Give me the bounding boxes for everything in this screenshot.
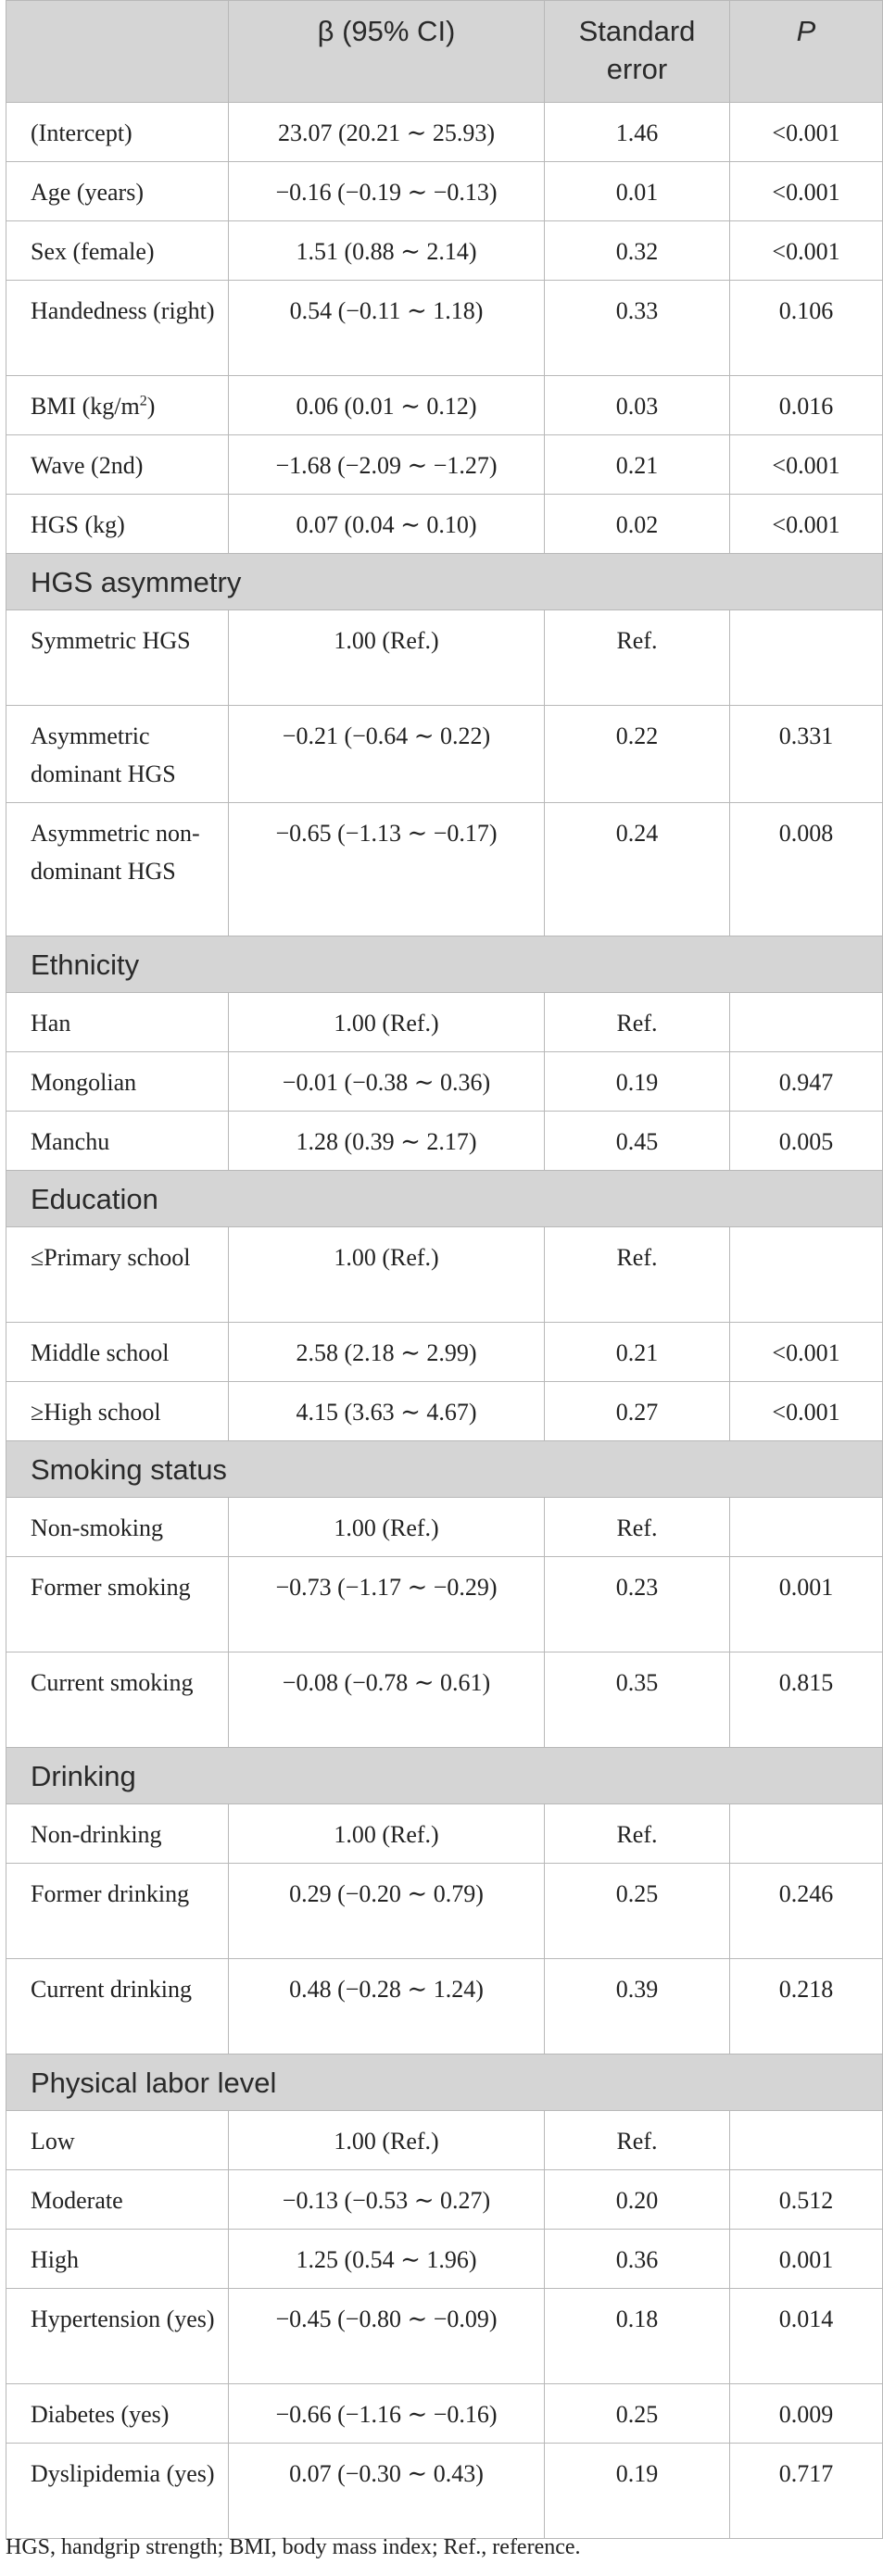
cell-p-value: 0.815: [730, 1652, 883, 1748]
cell-p-value: 0.016: [730, 376, 883, 435]
cell-p-value: 0.331: [730, 706, 883, 803]
variable-text: BMI (kg/m: [31, 393, 140, 420]
table-row: [6, 495, 883, 554]
table-row: [6, 1323, 883, 1382]
cell-standard-error: 0.22: [545, 706, 730, 803]
cell-p-value: <0.001: [730, 495, 883, 554]
cell-p-value: [730, 1498, 883, 1557]
cell-standard-error: 0.19: [545, 2444, 730, 2539]
cell-variable: Former smoking: [6, 1557, 229, 1652]
cell-variable: Wave (2nd): [6, 435, 229, 495]
cell-p-value: 0.008: [730, 803, 883, 936]
cell-variable: Hypertension (yes): [6, 2289, 229, 2384]
cell-standard-error: 0.39: [545, 1959, 730, 2055]
variable-text-tail: ): [146, 393, 156, 420]
cell-beta-ci: 0.54 (−0.11 ∼ 1.18): [229, 281, 545, 376]
cell-p-value: [730, 2111, 883, 2170]
cell-variable: Han: [6, 993, 229, 1052]
cell-standard-error: 0.36: [545, 2230, 730, 2289]
section-row: [6, 1171, 883, 1227]
cell-standard-error: Ref.: [545, 1804, 730, 1864]
section-label: Ethnicity: [6, 936, 883, 993]
cell-variable: Dyslipidemia (yes): [6, 2444, 229, 2539]
cell-standard-error: 0.20: [545, 2170, 730, 2230]
cell-standard-error: Ref.: [545, 610, 730, 706]
table-row: [6, 1498, 883, 1557]
cell-beta-ci: −0.01 (−0.38 ∼ 0.36): [229, 1052, 545, 1112]
cell-variable: Middle school: [6, 1323, 229, 1382]
cell-beta-ci: 1.00 (Ref.): [229, 993, 545, 1052]
cell-variable: Former drinking: [6, 1864, 229, 1959]
table-row: [6, 1804, 883, 1864]
cell-p-value: <0.001: [730, 1323, 883, 1382]
cell-standard-error: Ref.: [545, 993, 730, 1052]
cell-p-value: [730, 1227, 883, 1323]
cell-beta-ci: 1.00 (Ref.): [229, 1804, 545, 1864]
table-row: [6, 1864, 883, 1959]
table-row: [6, 1112, 883, 1171]
cell-beta-ci: 0.48 (−0.28 ∼ 1.24): [229, 1959, 545, 2055]
cell-beta-ci: 2.58 (2.18 ∼ 2.99): [229, 1323, 545, 1382]
section-label: Education: [6, 1171, 883, 1227]
cell-variable: Handedness (right): [6, 281, 229, 376]
cell-beta-ci: 1.51 (0.88 ∼ 2.14): [229, 221, 545, 281]
table-row: [6, 803, 883, 936]
table-row: [6, 376, 883, 435]
table-row: [6, 993, 883, 1052]
cell-variable: [6, 376, 229, 435]
cell-standard-error: 0.03: [545, 376, 730, 435]
cell-standard-error: 0.21: [545, 435, 730, 495]
cell-variable: Asymmetric dominant HGS: [6, 706, 229, 803]
cell-beta-ci: −0.65 (−1.13 ∼ −0.17): [229, 803, 545, 936]
cell-variable: ≤Primary school: [6, 1227, 229, 1323]
header-standard-error: Standard error: [545, 1, 730, 103]
cell-standard-error: 0.45: [545, 1112, 730, 1171]
cell-variable: Current smoking: [6, 1652, 229, 1748]
cell-variable: Asymmetric non-dominant HGS: [6, 803, 229, 936]
cell-p-value: 0.717: [730, 2444, 883, 2539]
section-row: [6, 936, 883, 993]
cell-beta-ci: −0.08 (−0.78 ∼ 0.61): [229, 1652, 545, 1748]
cell-standard-error: 0.18: [545, 2289, 730, 2384]
cell-beta-ci: −0.45 (−0.80 ∼ −0.09): [229, 2289, 545, 2384]
table-row: [6, 610, 883, 706]
cell-standard-error: 0.25: [545, 1864, 730, 1959]
table-row: [6, 2444, 883, 2539]
section-row: [6, 1441, 883, 1498]
table-footnote: HGS, handgrip strength; BMI, body mass index; Ref., reference.: [6, 2535, 581, 2559]
cell-p-value: <0.001: [730, 221, 883, 281]
table-row: [6, 1052, 883, 1112]
table-row: [6, 1227, 883, 1323]
cell-standard-error: 0.27: [545, 1382, 730, 1441]
header-p-value: P: [730, 1, 883, 103]
cell-variable: Mongolian: [6, 1052, 229, 1112]
cell-variable: Non-drinking: [6, 1804, 229, 1864]
cell-variable: Sex (female): [6, 221, 229, 281]
cell-p-value: [730, 1804, 883, 1864]
cell-variable: Manchu: [6, 1112, 229, 1171]
cell-standard-error: Ref.: [545, 1227, 730, 1323]
cell-beta-ci: −1.68 (−2.09 ∼ −1.27): [229, 435, 545, 495]
table-row: [6, 103, 883, 162]
header-beta-ci: β (95% CI): [229, 1, 545, 103]
regression-table: [6, 0, 883, 2539]
table-row: [6, 281, 883, 376]
cell-standard-error: 1.46: [545, 103, 730, 162]
cell-standard-error: 0.35: [545, 1652, 730, 1748]
cell-p-value: 0.246: [730, 1864, 883, 1959]
cell-variable: (Intercept): [6, 103, 229, 162]
cell-beta-ci: 1.00 (Ref.): [229, 610, 545, 706]
cell-beta-ci: −0.73 (−1.17 ∼ −0.29): [229, 1557, 545, 1652]
cell-p-value: 0.947: [730, 1052, 883, 1112]
table-row: [6, 2230, 883, 2289]
cell-beta-ci: 23.07 (20.21 ∼ 25.93): [229, 103, 545, 162]
cell-beta-ci: −0.66 (−1.16 ∼ −0.16): [229, 2384, 545, 2444]
cell-p-value: <0.001: [730, 1382, 883, 1441]
cell-beta-ci: 0.07 (−0.30 ∼ 0.43): [229, 2444, 545, 2539]
cell-standard-error: Ref.: [545, 1498, 730, 1557]
table-row: [6, 221, 883, 281]
cell-variable: Age (years): [6, 162, 229, 221]
cell-p-value: <0.001: [730, 103, 883, 162]
cell-p-value: <0.001: [730, 435, 883, 495]
table-row: [6, 1382, 883, 1441]
section-row: [6, 2055, 883, 2111]
table-body: [6, 103, 883, 2539]
cell-standard-error: 0.19: [545, 1052, 730, 1112]
header-variable: [6, 1, 229, 103]
cell-standard-error: Ref.: [545, 2111, 730, 2170]
cell-p-value: 0.106: [730, 281, 883, 376]
section-label: Drinking: [6, 1748, 883, 1804]
table-row: [6, 2384, 883, 2444]
table-row: [6, 2111, 883, 2170]
cell-variable: High: [6, 2230, 229, 2289]
cell-standard-error: 0.25: [545, 2384, 730, 2444]
section-label: HGS asymmetry: [6, 554, 883, 610]
cell-standard-error: 0.02: [545, 495, 730, 554]
cell-p-value: [730, 993, 883, 1052]
cell-variable: Current drinking: [6, 1959, 229, 2055]
table-row: [6, 706, 883, 803]
cell-standard-error: 0.24: [545, 803, 730, 936]
cell-variable: Non-smoking: [6, 1498, 229, 1557]
cell-p-value: <0.001: [730, 162, 883, 221]
cell-p-value: 0.218: [730, 1959, 883, 2055]
table-row: [6, 1959, 883, 2055]
cell-beta-ci: 4.15 (3.63 ∼ 4.67): [229, 1382, 545, 1441]
cell-variable: HGS (kg): [6, 495, 229, 554]
table-row: [6, 435, 883, 495]
section-row: [6, 1748, 883, 1804]
superscript: 2: [139, 393, 147, 409]
table-header-row: [6, 1, 883, 103]
cell-standard-error: 0.33: [545, 281, 730, 376]
cell-p-value: 0.001: [730, 1557, 883, 1652]
cell-beta-ci: 1.00 (Ref.): [229, 1498, 545, 1557]
cell-standard-error: 0.23: [545, 1557, 730, 1652]
cell-variable: Diabetes (yes): [6, 2384, 229, 2444]
cell-standard-error: 0.21: [545, 1323, 730, 1382]
cell-variable: Symmetric HGS: [6, 610, 229, 706]
cell-p-value: [730, 610, 883, 706]
cell-p-value: 0.014: [730, 2289, 883, 2384]
cell-beta-ci: 1.00 (Ref.): [229, 1227, 545, 1323]
cell-p-value: 0.005: [730, 1112, 883, 1171]
cell-standard-error: 0.32: [545, 221, 730, 281]
section-label: Physical labor level: [6, 2055, 883, 2111]
table-row: [6, 1557, 883, 1652]
cell-p-value: 0.512: [730, 2170, 883, 2230]
table-row: [6, 1652, 883, 1748]
cell-beta-ci: 0.06 (0.01 ∼ 0.12): [229, 376, 545, 435]
cell-variable: Low: [6, 2111, 229, 2170]
table-row: [6, 2289, 883, 2384]
cell-variable: ≥High school: [6, 1382, 229, 1441]
table-row: [6, 2170, 883, 2230]
cell-beta-ci: 0.29 (−0.20 ∼ 0.79): [229, 1864, 545, 1959]
cell-beta-ci: 1.25 (0.54 ∼ 1.96): [229, 2230, 545, 2289]
section-row: [6, 554, 883, 610]
cell-variable: Moderate: [6, 2170, 229, 2230]
cell-p-value: 0.009: [730, 2384, 883, 2444]
cell-standard-error: 0.01: [545, 162, 730, 221]
cell-beta-ci: 1.00 (Ref.): [229, 2111, 545, 2170]
cell-beta-ci: −0.16 (−0.19 ∼ −0.13): [229, 162, 545, 221]
table-row: [6, 162, 883, 221]
cell-beta-ci: −0.13 (−0.53 ∼ 0.27): [229, 2170, 545, 2230]
cell-beta-ci: 0.07 (0.04 ∼ 0.10): [229, 495, 545, 554]
cell-beta-ci: −0.21 (−0.64 ∼ 0.22): [229, 706, 545, 803]
cell-beta-ci: 1.28 (0.39 ∼ 2.17): [229, 1112, 545, 1171]
cell-p-value: 0.001: [730, 2230, 883, 2289]
section-label: Smoking status: [6, 1441, 883, 1498]
